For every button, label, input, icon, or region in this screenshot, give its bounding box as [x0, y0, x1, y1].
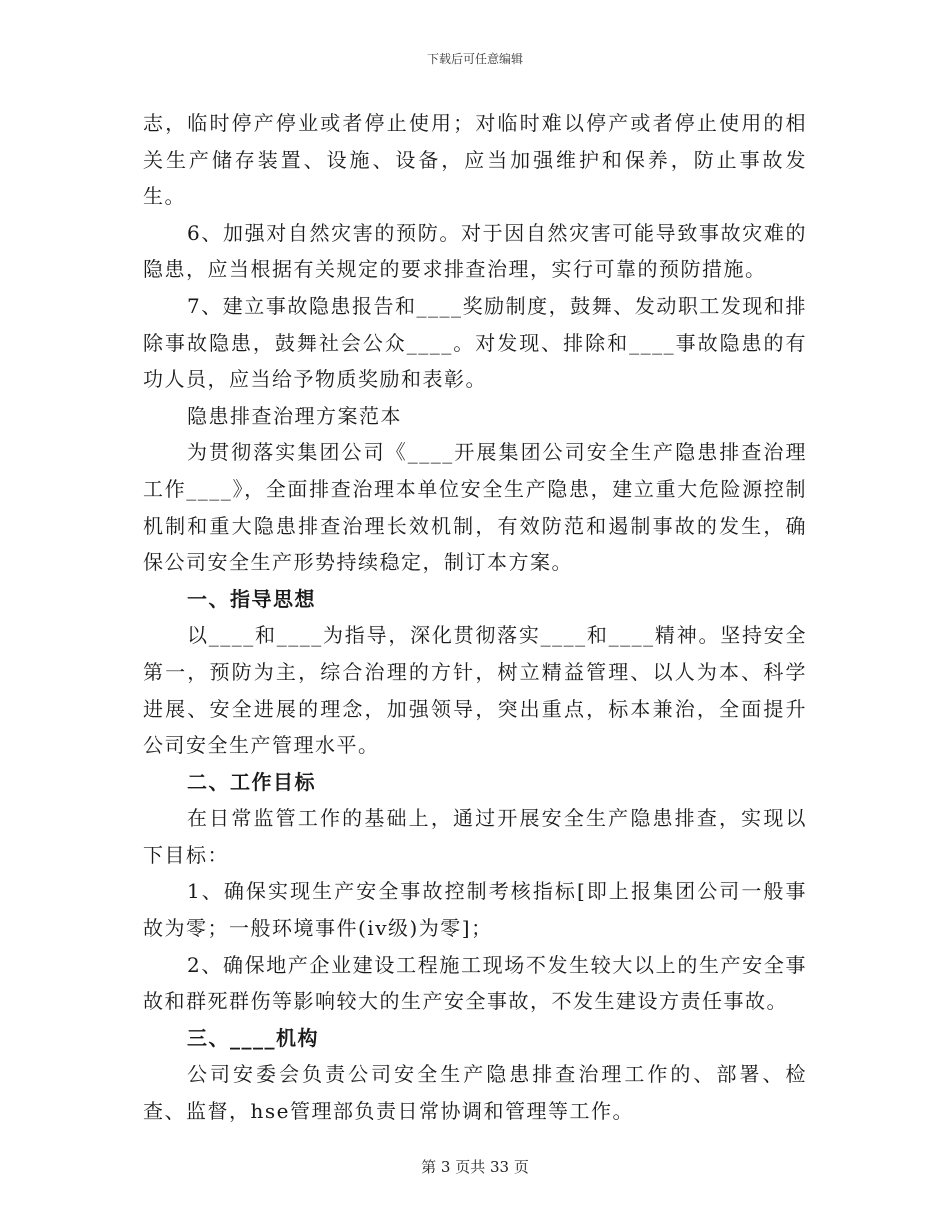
paragraph-work-goals: 在日常监管工作的基础上，通过开展安全生产隐患排查，实现以下目标： — [143, 806, 807, 867]
heading-organization: 三、____机构 — [187, 1025, 319, 1050]
section-title: 隐患排查治理方案范本 — [187, 403, 402, 428]
paragraph-item-7: 7、建立事故隐患报告和____奖励制度，鼓舞、发动职工发现和排除事故隐患，鼓舞社会公众____。对发现、排除和____事故隐患的有功人员，应当给予物质奖励和表彰。 — [143, 293, 807, 392]
page-footer: 第 3 页共 33 页 — [421, 1158, 529, 1176]
heading-guiding-ideology: 一、指导思想 — [187, 586, 316, 611]
paragraph-intro: 为贯彻落实集团公司《____开展集团公司安全生产隐患排查治理工作____》，全面排查治理本单位安全生产隐患，建立重大危险源控制机制和重大隐患排查治理长效机制，有效防范和遏制事故的发生，确保公司安全生产形势持续稳定，制订本方案。 — [143, 440, 807, 575]
heading-work-goals: 二、工作目标 — [187, 769, 316, 794]
document-body — [143, 105, 807, 1130]
paragraph-continuation: 志，临时停产停业或者停止使用；对临时难以停产或者停止使用的相关生产储存装置、设施、设备，应当加强维护和保养，防止事故发生。 — [143, 111, 807, 209]
paragraph-guiding-ideology: 以____和____为指导，深化贯彻落实____和____精神。坚持安全第一，预防为主，综合治理的方针，树立精益管理、以人为本、科学进展、安全进展的理念，加强领导，突出重点，标本兼治，全面提升公司安全生产管理水平。 — [143, 623, 807, 758]
paragraph-item-6: 6、加强对自然灾害的预防。对于因自然灾害可能导致事故灾难的隐患，应当根据有关规定的要求排查治理，实行可靠的预防措施。 — [143, 220, 807, 282]
paragraph-goal-2: 2、确保地产企业建设工程施工现场不发生较大以上的生产安全事故和群死群伤等影响较大的生产安全事故，不发生建设方责任事故。 — [143, 952, 807, 1014]
page-header: 下载后可任意编辑 — [426, 52, 523, 66]
paragraph-goal-1: 1、确保实现生产安全事故控制考核指标[即上报集团公司一般事故为零；一般环境事件(iv级)为零]； — [143, 879, 807, 941]
paragraph-organization: 公司安委会负责公司安全生产隐患排查治理工作的、部署、检查、监督，hse管理部负责日常协调和管理等工作。 — [143, 1062, 807, 1124]
